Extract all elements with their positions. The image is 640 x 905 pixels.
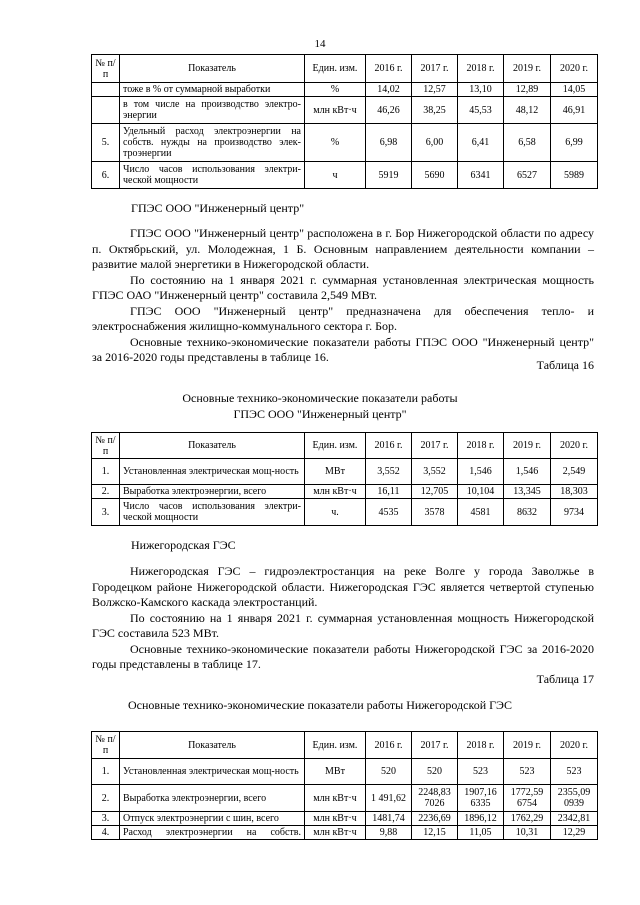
col-header-num: № п/п xyxy=(92,732,120,759)
row-value: 3,552 xyxy=(366,459,412,485)
col-header-year: 2017 г. xyxy=(412,732,458,759)
row-value: 1907,16 6335 xyxy=(458,785,504,812)
row-value: 2248,83 7026 xyxy=(412,785,458,812)
col-header-num: № п/п xyxy=(92,433,120,459)
row-num xyxy=(92,97,120,124)
row-num: 1. xyxy=(92,759,120,785)
table-caption-17: Основные технико-экономические показатели работы Нижегородской ГЭС xyxy=(128,698,512,712)
col-header-indicator: Показатель xyxy=(120,55,305,83)
row-value: 16,11 xyxy=(366,485,412,499)
col-header-year: 2017 г. xyxy=(412,55,458,83)
row-unit: млн кВт·ч xyxy=(305,97,366,124)
table-row xyxy=(92,162,598,189)
row-unit: ч. xyxy=(305,499,366,526)
row-value: 2,549 xyxy=(551,459,598,485)
col-header-year: 2018 г. xyxy=(458,433,504,459)
row-unit: млн кВт·ч xyxy=(305,785,366,812)
section-heading-gpes: ГПЭС ООО "Инженерный центр" xyxy=(131,201,305,215)
row-unit: МВт xyxy=(305,759,366,785)
row-value: 12,57 xyxy=(412,83,458,97)
row-num: 3. xyxy=(92,499,120,526)
row-name: Отпуск электроэнергии с шин, всего xyxy=(120,812,305,826)
row-value: 10,104 xyxy=(458,485,504,499)
row-value: 5919 xyxy=(366,162,412,189)
paragraph: По состоянию на 1 января 2021 г. суммарная установленная электрическая мощность ГПЭС ОАО "Инженерный центр" составила 2,549 МВт. xyxy=(92,272,594,302)
col-header-year: 2018 г. xyxy=(458,732,504,759)
row-value: 2342,81 xyxy=(551,812,598,826)
row-value: 12,705 xyxy=(412,485,458,499)
table-row xyxy=(92,826,598,840)
row-value: 12,89 xyxy=(504,83,551,97)
row-value: 9734 xyxy=(551,499,598,526)
col-header-indicator: Показатель xyxy=(120,732,305,759)
row-num xyxy=(92,83,120,97)
row-value: 14,05 xyxy=(551,83,598,97)
caption-line: ГПЭС ООО "Инженерный центр" xyxy=(233,407,407,421)
col-header-year: 2016 г. xyxy=(366,55,412,83)
row-unit: % xyxy=(305,83,366,97)
section-ges-text xyxy=(92,564,594,673)
paragraph: ГПЭС ООО "Инженерный центр" предназначена для обеспечения тепло- и электроснабжения жилищно-коммунального сектора г. Бор. xyxy=(92,303,594,333)
col-header-unit: Един. изм. xyxy=(305,55,366,83)
row-name: Число часов использования электри-ческой мощности xyxy=(120,162,305,189)
row-value: 5989 xyxy=(551,162,598,189)
col-header-year: 2016 г. xyxy=(366,433,412,459)
row-name: в том числе на производство электро-энергии xyxy=(120,97,305,124)
table-17 xyxy=(91,731,598,840)
row-value: 6,00 xyxy=(412,124,458,162)
col-header-year: 2017 г. xyxy=(412,433,458,459)
row-value: 520 xyxy=(366,759,412,785)
row-value: 46,91 xyxy=(551,97,598,124)
row-value: 45,53 xyxy=(458,97,504,124)
row-num: 3. xyxy=(92,812,120,826)
table-row xyxy=(92,499,598,526)
row-value: 1896,12 xyxy=(458,812,504,826)
row-num: 6. xyxy=(92,162,120,189)
row-num: 4. xyxy=(92,826,120,840)
table-row xyxy=(92,459,598,485)
row-value: 6,98 xyxy=(366,124,412,162)
row-name: тоже в % от суммарной выработки xyxy=(120,83,305,97)
row-value: 2236,69 xyxy=(412,812,458,826)
row-value: 11,05 xyxy=(458,826,504,840)
row-value: 4535 xyxy=(366,499,412,526)
row-name: Выработка электроэнергии, всего xyxy=(120,785,305,812)
row-value: 12,15 xyxy=(412,826,458,840)
table-row xyxy=(92,97,598,124)
row-value: 18,303 xyxy=(551,485,598,499)
row-num: 2. xyxy=(92,485,120,499)
row-value: 46,26 xyxy=(366,97,412,124)
table-label-16: Таблица 16 xyxy=(536,358,594,372)
table-16 xyxy=(91,432,598,526)
row-num: 2. xyxy=(92,785,120,812)
table-row xyxy=(92,812,598,826)
paragraph: Основные технико-экономические показатели работы ГПЭС ООО "Инженерный центр" за 2016-2020 годы представлены в таблице 16. xyxy=(92,334,594,364)
row-value: 3578 xyxy=(412,499,458,526)
table-row xyxy=(92,785,598,812)
col-header-year: 2018 г. xyxy=(458,55,504,83)
col-header-year: 2019 г. xyxy=(504,433,551,459)
table-row xyxy=(92,124,598,162)
row-name: Удельный расход электроэнергии на собств. нужды на производство элек-троэнергии xyxy=(120,124,305,162)
row-value: 1,546 xyxy=(458,459,504,485)
row-name: Число часов использования электри-ческой мощности xyxy=(120,499,305,526)
table-label-17: Таблица 17 xyxy=(536,672,594,686)
row-value: 6,58 xyxy=(504,124,551,162)
table-caption-16 xyxy=(0,390,640,422)
row-value: 10,31 xyxy=(504,826,551,840)
row-unit: МВт xyxy=(305,459,366,485)
row-value: 8632 xyxy=(504,499,551,526)
row-value: 2355,09 0939 xyxy=(551,785,598,812)
col-header-year: 2020 г. xyxy=(551,55,598,83)
col-header-year: 2019 г. xyxy=(504,732,551,759)
table-continuation xyxy=(91,54,598,189)
row-unit: % xyxy=(305,124,366,162)
row-value: 12,29 xyxy=(551,826,598,840)
col-header-indicator: Показатель xyxy=(120,433,305,459)
row-value: 1762,29 xyxy=(504,812,551,826)
table-row xyxy=(92,485,598,499)
row-value: 523 xyxy=(458,759,504,785)
col-header-year: 2020 г. xyxy=(551,433,598,459)
row-value: 13,10 xyxy=(458,83,504,97)
row-value: 38,25 xyxy=(412,97,458,124)
row-value: 1 491,62 xyxy=(366,785,412,812)
col-header-year: 2020 г. xyxy=(551,732,598,759)
row-value: 4581 xyxy=(458,499,504,526)
row-value: 3,552 xyxy=(412,459,458,485)
col-header-unit: Един. изм. xyxy=(305,433,366,459)
caption-line: Основные технико-экономические показатели работы xyxy=(182,391,458,405)
row-name: Расход электроэнергии на собств. xyxy=(120,826,305,840)
col-header-year: 2019 г. xyxy=(504,55,551,83)
row-value: 13,345 xyxy=(504,485,551,499)
table-row xyxy=(92,759,598,785)
row-value: 9,88 xyxy=(366,826,412,840)
paragraph: Основные технико-экономические показатели работы Нижегородской ГЭС за 2016-2020 годы представлены в таблице 17. xyxy=(92,641,594,671)
col-header-num: № п/п xyxy=(92,55,120,83)
row-value: 1772,59 6754 xyxy=(504,785,551,812)
row-value: 520 xyxy=(412,759,458,785)
row-unit: ч xyxy=(305,162,366,189)
row-unit: млн кВт·ч xyxy=(305,485,366,499)
row-name: Установленная электрическая мощ-ность xyxy=(120,459,305,485)
row-value: 5690 xyxy=(412,162,458,189)
row-value: 523 xyxy=(551,759,598,785)
row-unit: млн кВт·ч xyxy=(305,812,366,826)
table-row xyxy=(92,83,598,97)
page-number: 14 xyxy=(314,38,326,50)
row-name: Установленная электрическая мощ-ность xyxy=(120,759,305,785)
row-value: 6527 xyxy=(504,162,551,189)
col-header-year: 2016 г. xyxy=(366,732,412,759)
row-unit: млн кВт·ч xyxy=(305,826,366,840)
section-heading-ges: Нижегородская ГЭС xyxy=(131,538,236,552)
row-value: 6341 xyxy=(458,162,504,189)
col-header-unit: Един. изм. xyxy=(305,732,366,759)
row-value: 523 xyxy=(504,759,551,785)
paragraph: Нижегородская ГЭС – гидроэлектростанция на реке Волге у города Заволжье в Городецком районе Нижегородской области. Нижегородская ГЭС является четвертой ступенью Волжско-Камского каскада электростанций. xyxy=(92,564,594,609)
paragraph: По состоянию на 1 января 2021 г. суммарная установленная мощность Нижегородской ГЭС составила 523 МВт. xyxy=(92,610,594,640)
row-value: 6,41 xyxy=(458,124,504,162)
row-value: 6,99 xyxy=(551,124,598,162)
row-value: 1,546 xyxy=(504,459,551,485)
row-num: 5. xyxy=(92,124,120,162)
section-gpes-text xyxy=(92,226,594,366)
row-value: 14,02 xyxy=(366,83,412,97)
row-name: Выработка электроэнергии, всего xyxy=(120,485,305,499)
row-num: 1. xyxy=(92,459,120,485)
row-value: 1481,74 xyxy=(366,812,412,826)
row-value: 48,12 xyxy=(504,97,551,124)
paragraph: ГПЭС ООО "Инженерный центр" расположена в г. Бор Нижегородской области по адресу п. Октябрьский, ул. Молодежная, 1 Б. Основным направлением деятельности компании – развитие малой энергетики в Нижегородской области. xyxy=(92,226,594,271)
